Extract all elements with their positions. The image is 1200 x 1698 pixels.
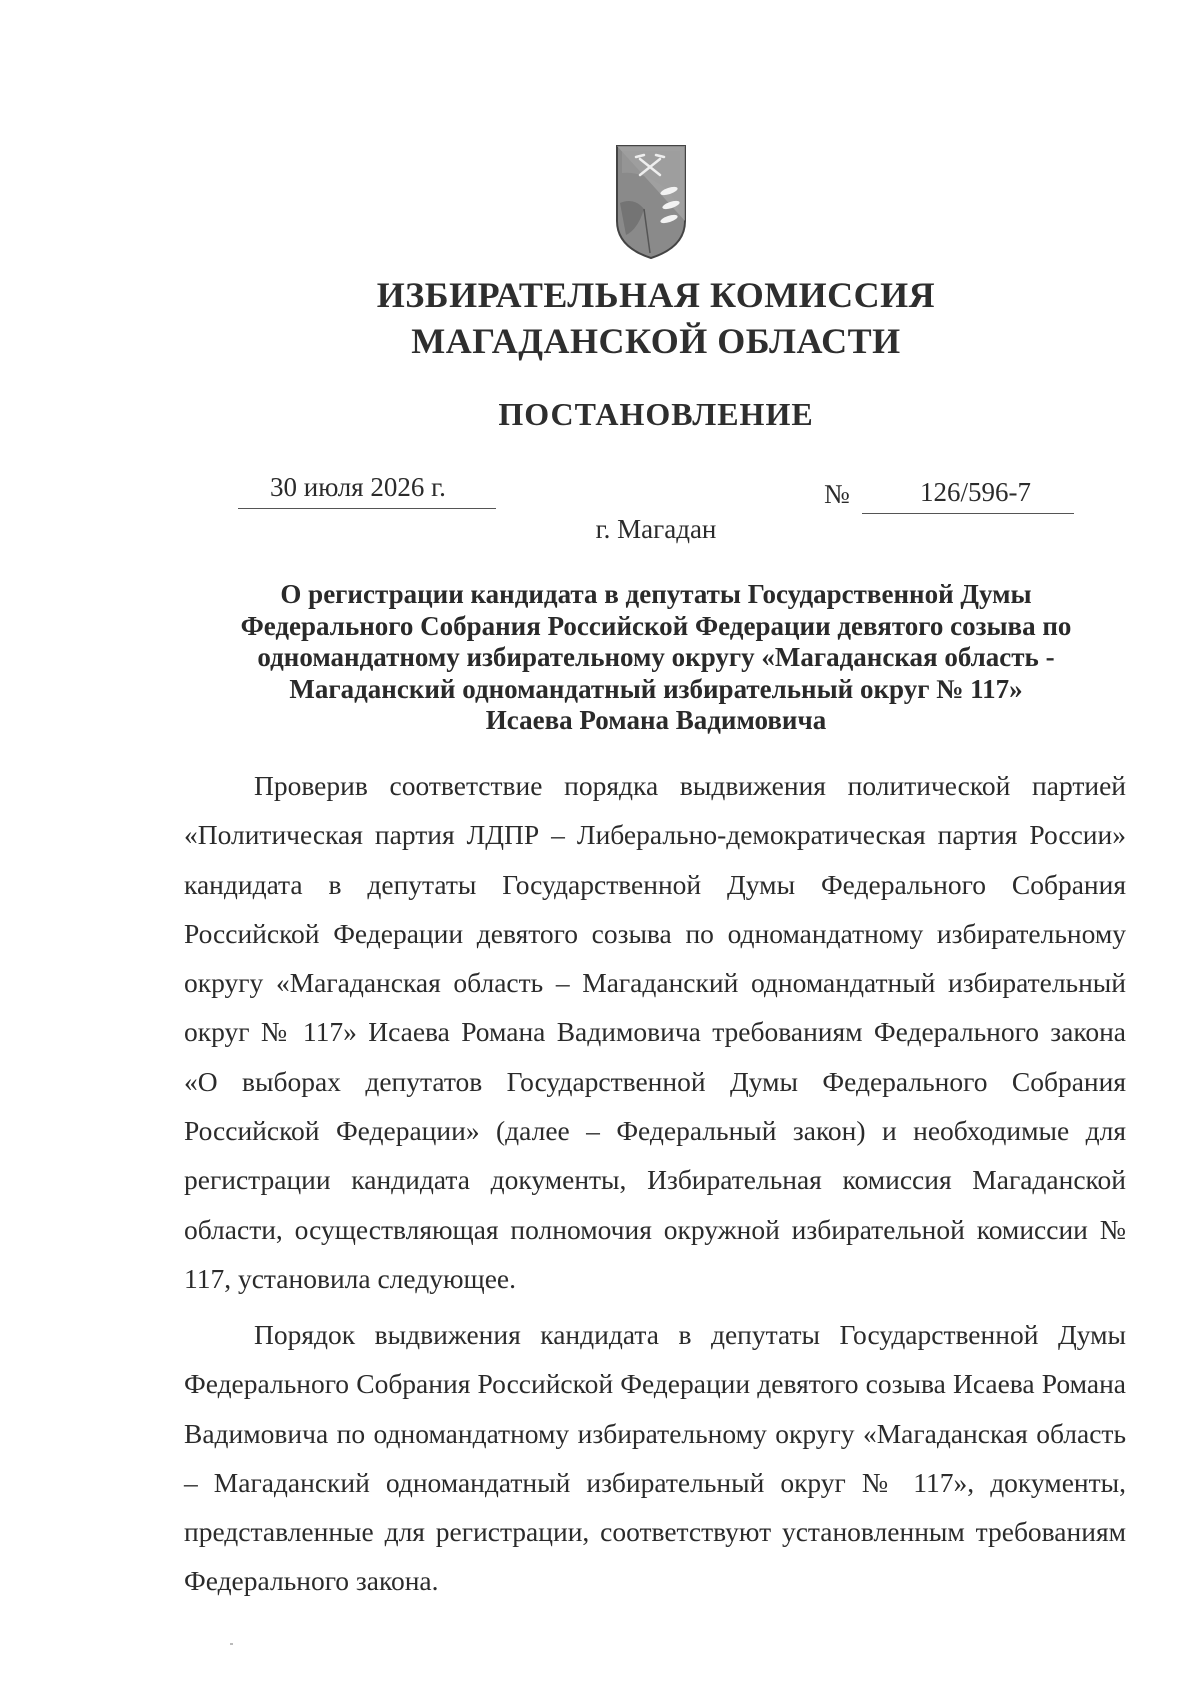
heading-line: Федерального Собрания Российской Федерации девятого созыва по	[240, 610, 1072, 641]
commission-name-line1: ИЗБИРАТЕЛЬНАЯ КОМИССИЯ	[376, 275, 936, 315]
commission-name-line2: МАГАДАНСКОЙ ОБЛАСТИ	[411, 321, 901, 361]
heading-line: Исаева Романа Вадимовича	[485, 705, 827, 735]
document-number: 126/596-7	[920, 477, 1031, 507]
body-paragraph: Проверив соответствие порядка выдвижения политической партией «Политическая партия ЛДПР – Либерально-демократическая партия России» кандидата в депутаты Государственной Думы Федерального Собрания Российской Федерации девятого созыва по одномандатному избирательному округу «Магаданская область – Магаданский одномандатный избирательный округ № 117» Исаева Романа Вадимовича требованиям Федерального закона «О выборах депутатов Государственной Думы Федерального Собрания Российской Федерации» (далее – Федеральный закон) и необходимые для регистрации кандидата документы, Избирательная комиссия Магаданской области, осуществляющая полномочия окружной избирательной комиссии № 117, установила следующее.	[184, 770, 1126, 1294]
document-type: ПОСТАНОВЛЕНИЕ	[498, 396, 814, 432]
heading-line: Магаданский одномандатный избирательный округ № 117»	[289, 673, 1023, 704]
scan-speck	[230, 1643, 233, 1645]
body-paragraph: Порядок выдвижения кандидата в депутаты Государственной Думы Федерального Собрания Российской Федерации девятого созыва Исаева Романа Вадимовича по одномандатному избирательному округу «Магаданская область – Магаданский одномандатный избирательный округ № 117», документы, представленные для регистрации, соответствуют установленным требованиям Федерального закона.	[184, 1319, 1126, 1597]
heading-line: О регистрации кандидата в депутаты Государственной Думы	[280, 579, 1032, 609]
coat-of-arms-icon	[614, 143, 688, 261]
number-sign: №	[824, 479, 850, 509]
heading-line: одномандатному избирательному округу «Магаданская область -	[257, 642, 1055, 672]
document-heading	[188, 579, 1124, 737]
document-city: г. Магадан	[595, 514, 717, 544]
document-date: 30 июля 2026 г.	[270, 472, 446, 502]
